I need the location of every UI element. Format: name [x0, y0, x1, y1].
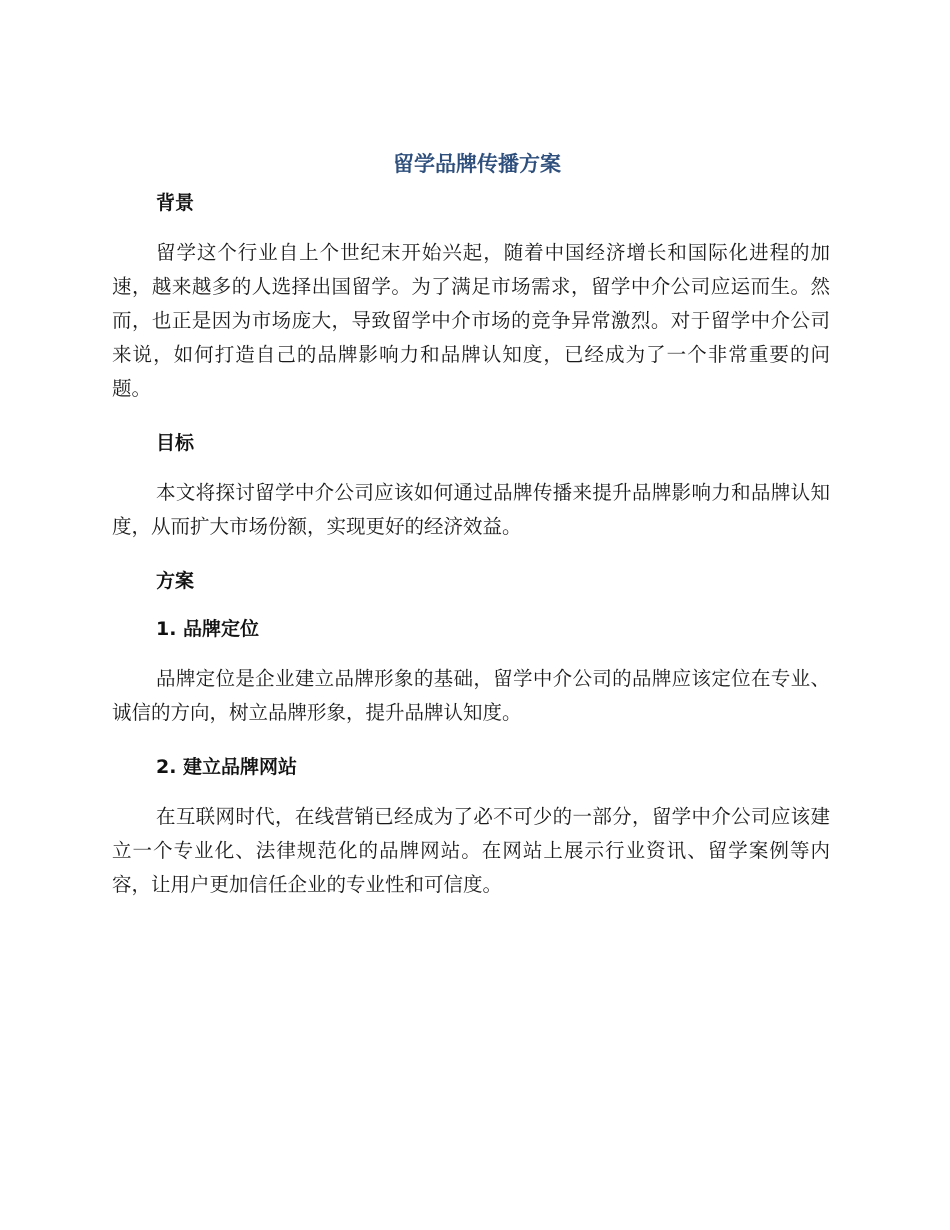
- spacer: [112, 730, 830, 752]
- section-heading-plan: 方案: [156, 570, 195, 592]
- section-heading-background: 背景: [156, 192, 195, 214]
- document-title: 留学品牌传播方案: [393, 152, 561, 176]
- spacer: [112, 218, 830, 236]
- document-body: [112, 146, 830, 902]
- subsection-heading-brand-website: 2. 建立品牌网站: [156, 756, 298, 778]
- spacer: [112, 406, 830, 428]
- background-paragraph: 留学这个行业自上个世纪末开始兴起，随着中国经济增长和国际化进程的加速，越来越多的人选择出国留学。为了满足市场需求，留学中介公司应运而生。然而，也正是因为市场庞大，导致留学中介市场的竞争异常激烈。对于留学中介公司来说，如何打造自己的品牌影响力和品牌认知度，已经成为了一个非常重要的问题。: [112, 241, 830, 400]
- brand-positioning-paragraph: 品牌定位是企业建立品牌形象的基础，留学中介公司的品牌应该定位在专业、诚信的方向，树立品牌形象，提升品牌认知度。: [112, 667, 830, 724]
- goal-paragraph: 本文将探讨留学中介公司应该如何通过品牌传播来提升品牌影响力和品牌认知度，从而扩大市场份额，实现更好的经济效益。: [112, 481, 830, 538]
- spacer: [112, 644, 830, 662]
- subsection-heading-brand-positioning: 1. 品牌定位: [156, 618, 260, 640]
- section-heading-goal: 目标: [156, 432, 195, 454]
- brand-website-paragraph: 在互联网时代，在线营销已经成为了必不可少的一部分，留学中介公司应该建立一个专业化、法律规范化的品牌网站。在网站上展示行业资讯、留学案例等内容，让用户更加信任企业的专业性和可信度。: [112, 805, 830, 896]
- spacer: [112, 458, 830, 476]
- spacer: [112, 544, 830, 566]
- spacer: [112, 596, 830, 614]
- spacer: [112, 782, 830, 800]
